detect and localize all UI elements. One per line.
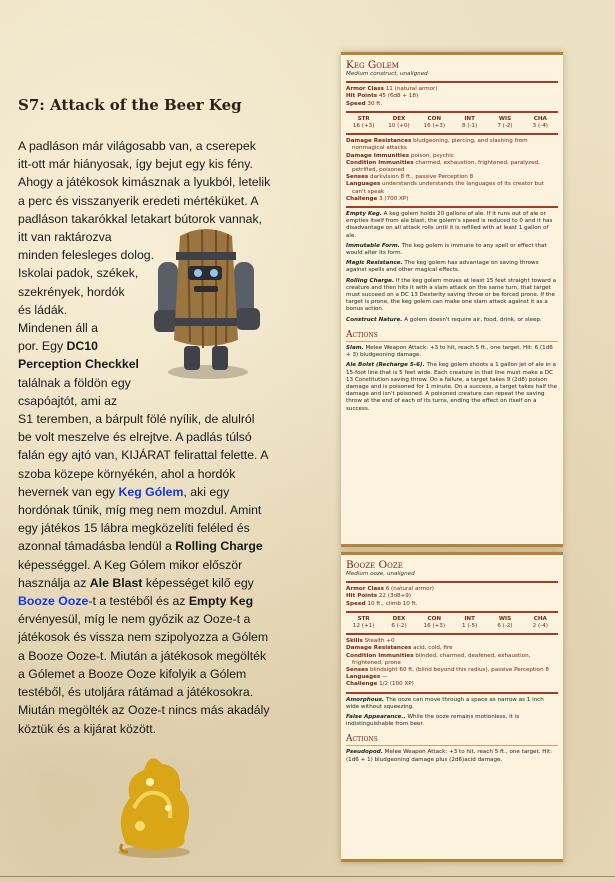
story-line: egy játékos 15 lábra megközelíti feléled és xyxy=(18,521,250,536)
hit-points: 22 (3d8+9) xyxy=(378,593,412,600)
statblock-name: Booze Ooze xyxy=(346,559,403,571)
story-line: padláson takarókkal letakart bútorok vannak, xyxy=(18,211,263,226)
story-line: hordónak tűnik, míg meg nem mozdul. Amint xyxy=(18,503,262,518)
booze-ooze-statblock: Booze Ooze Medium ooze, unaligned Armor Class 6 (natural armor) Hit Points 22 (3d8+9) Speed 10 ft., climb 10 ft. STR 12 (+1) DEX 6 (-2) CON 16 (+3) INT 1 (-5) WIS 6 (-2) CHA 2 (-4) Skills Stealth +0 Damage Resistances acid, cold, fire Condition Immunities blinded, charmed, deafened, exhaustion, frightened, prone Senses blindsight 60 ft. (blind beyond this radius), passive Perception 8 Languages — Challenge 1/2 (100 XP) Amorphous. The ooze can move through a space as narrow as 1 inch wide without squeezing. False Appearance.. While the ooze remains motionless, it is indistinguishable from beer. Actions Pseudopod. Melee Weapon Attack: +3 to hit, reach 5 ft., one target. Hit: (1d6 + 1) bludgeoning damage plus (2d6)acid damage. xyxy=(341,552,563,862)
trait: Rolling Charge. If the keg golem moves at least 15 feet straight toward a creature and then hits it with a slam attack on the same turn, that target must succeed on a DC 13 Dexterity saving throw or be forced prone. If the target is prone, the keg golem can make one slam attack against it as a bonus action. xyxy=(346,277,557,313)
section-title: S7: Attack of the Beer Keg xyxy=(18,96,242,114)
action: Slam. Melee Weapon Attack: +3 to hit, reach 5 ft., one target. Hit: 6 (1d6 + 3) bludgeoning damage. xyxy=(346,344,553,359)
keg-golem-link[interactable]: Keg Gólem xyxy=(118,484,184,499)
story-line: minden felesleges dolog. xyxy=(18,248,155,263)
ability-scores: STR 12 (+1) DEX 6 (-2) CON 16 (+3) INT 1 (-5) WIS 6 (-2) CHA 2 (-4) xyxy=(352,615,548,630)
story-line: csapóajtót, ami az xyxy=(18,393,118,408)
story-line: A padláson már világosabb van, a cserepek xyxy=(18,139,256,153)
booze-ooze-illustration xyxy=(110,748,198,860)
booze-ooze-link[interactable]: Booze Ooze xyxy=(18,594,89,609)
story-line: azonnal támadásba lendül a Rolling Charge xyxy=(18,539,263,554)
story-line: itt-ott már hiányosak, így bejut egy kis fény. xyxy=(18,157,253,172)
story-line: használja az Ale Blast képességet kilő egy xyxy=(18,575,254,590)
rolling-charge-keyword: Rolling Charge xyxy=(175,539,263,554)
speed: 30 ft. xyxy=(367,100,383,107)
story-line: köztük és a kijárat között. xyxy=(18,721,157,736)
story-line: képességgel. A Keg Gólem mikor először xyxy=(18,557,243,572)
trait: Immutable Form. The keg golem is immune to any spell or effect that would alter its form. xyxy=(346,242,547,257)
statblock-type: Medium ooze, unaligned xyxy=(346,571,415,577)
hit-points: 45 (6d8 + 18) xyxy=(378,93,419,100)
story-line: testéből, és utoljára rátámad a játékosokra. xyxy=(18,685,254,700)
action: Pseudopod. Melee Weapon Attack: +3 to hit, reach 5 ft., one target. Hit: (1d6 + 1) bludgeoning damage plus (2d6)acid damage. xyxy=(346,749,553,763)
story-line: falán egy ajtó van, KIJÁRAT felirattal felette. A xyxy=(18,448,269,463)
perception-keyword: Perception Checkkel xyxy=(18,357,139,372)
story-line: játékosok és vissza nem szipolyozza a Gólem xyxy=(18,630,269,645)
empty-keg-keyword: Empty Keg xyxy=(188,594,254,609)
trait: Magic Resistance. The keg golem has advantage on saving throws against spells and other magical effects. xyxy=(346,260,539,274)
story-line: hevernek van egy Keg Gólem, aki egy xyxy=(18,484,230,499)
trait: Empty Keg. A keg golem holds 20 gallons of ale. If it runs out of ale or empties itself from ale blast, the golem's speed is reduced to 0 and it has disadvantage on all attack rolls until it is refilled with at least 1 gallon of ale. xyxy=(346,211,553,239)
page-bottom-rule xyxy=(0,876,615,877)
actions-heading: Actions xyxy=(346,734,558,746)
story-line: szoba közepe környékén, ahol a hordók xyxy=(18,466,236,481)
trait: Amorphous. The ooze can move through a space as narrow as 1 inch wide without squeezing. xyxy=(346,696,544,710)
keg-golem-illustration xyxy=(150,222,262,382)
trait: Construct Nature. A golem doesn't require air, food, drink, or sleep. xyxy=(346,316,542,323)
story-line: találnak a földön egy xyxy=(18,375,131,390)
action: Ale Bolst (Recharge 5-6). The keg golem shoots a 1 gallon jet of ale in a 15-foot line that is 5 feet wide. Each creature in that line must make a DC 13 Constitution saving throw. On a failure, a target takes 9 (2d8) poison damage and is poisoned for 1 minute. On a success, a target takes half the damage and isn't poisoned. A poisoned creature can repeat the saving throw at the end of each of its turns, ending the effect on itself on a success. xyxy=(346,362,558,412)
actions-heading: Actions xyxy=(346,330,558,342)
story-line: be volt meszelve és elrejtve. A padlás túlsó xyxy=(18,430,252,445)
ability-scores: STR 16 (+3) DEX 10 (+0) CON 16 (+3) INT 8 (-1) WIS 7 (-2) CHA 3 (-4) xyxy=(352,115,548,130)
story-line: S1 teremben, a bárpult fölé nyílik, de alulról xyxy=(18,412,255,427)
story-line: a Booze Ooze-t. Miután a játékosok megölték xyxy=(18,648,267,663)
statblock-type: Medium construct, unaligned xyxy=(346,71,428,77)
story-line: Ahogy a játékosok kimásznak a lyukból, letelik xyxy=(18,175,271,190)
story-line: a Gólemet a Booze Ooze kifolyik a Gólem xyxy=(18,666,247,681)
speed: 10 ft., climb 10 ft. xyxy=(367,600,418,607)
armor-class: 6 (natural armor) xyxy=(385,586,434,593)
story-line: por. Egy DC10 xyxy=(18,339,98,354)
story-line: a perc és visszanyerik eredeti mértéküket. A xyxy=(18,193,259,208)
armor-class: 11 (natural armor) xyxy=(385,86,438,93)
story-line: és ládák. xyxy=(18,302,68,317)
story-line: érvényesül, míg le nem győzik az Ooze-t a xyxy=(18,612,251,627)
story-line: szekrények, hordók xyxy=(18,284,125,299)
story-line: itt van raktározva xyxy=(18,230,112,245)
ale-blast-keyword: Ale Blast xyxy=(89,575,143,590)
story-line: Booze Ooze-t a testéből és az Empty Keg xyxy=(18,594,254,609)
trait: False Appearance.. While the ooze remains motionless, it is indistinguishable from beer. xyxy=(346,714,520,728)
story-line: Miután megölték az Ooze-t nincs más akadály xyxy=(18,703,270,718)
statblock-name: Keg Golem xyxy=(346,59,399,71)
dc-keyword: DC10 xyxy=(66,339,98,354)
keg-golem-statblock: Keg Golem Medium construct, unaligned Armor Class 11 (natural armor) Hit Points 45 (6d8 + 18) Speed 30 ft. STR 16 (+3) DEX 10 (+0) CON 16 (+3) INT 8 (-1) WIS 7 (-2) CHA 3 (-4) Damage Resistances bludgeoning, piercing, and slashing from nonmagical attacks Damage Immunities poison, psychic Condition Immunities charmed, exhaustion, frightened, paralyzed, petrified, poisoned Senses darkvision 8 ft., passive Perception 8 Languages understands understands the languages of its creator but can't speak Challenge 3 (700 XP) Empty Keg. A keg golem holds 20 gallons of ale. If it runs out of ale or empties itself from ale blast, the golem's speed is reduced to 0 and it has disadvantage on all attack rolls until it is refilled with at least 1 gallon of ale. Immutable Form. The keg golem is immune to any spell or effect that would alter its form. Magic Resistance. The keg golem has advantage on saving throws against spells and other magical effects. Rolling Charge. If the keg golem moves at least 15 feet straight toward a creature and then hits it with a slam attack on the same turn, that target must succeed on a DC 13 Dexterity saving throw or be forced prone. If the target is prone, the keg golem can make one slam attack against it as a bonus action. Construct Nature. A golem doesn't require air, food, drink, or sleep. Actions Slam. Melee Weapon Attack: +3 to hit, reach 5 ft., one target. Hit: 6 (1d6 + 3) bludgeoning damage. Ale Bolst (Recharge 5-6). The keg golem shoots a 1 gallon jet of ale in a 15-foot line that is 5 feet wide. Each creature in that line must make a DC 13 Constitution saving throw. On a failure, a target takes 9 (2d8) poison damage and is poisoned for 1 minute. On a success, a target takes half the damage and isn't poisoned. A poisoned creature can repeat the saving throw at the end of each of its turns, ending the effect on itself on a success. xyxy=(341,52,563,547)
story-line: Iskolai padok, székek, xyxy=(18,266,139,281)
story-line: Mindenen áll a xyxy=(18,321,98,336)
